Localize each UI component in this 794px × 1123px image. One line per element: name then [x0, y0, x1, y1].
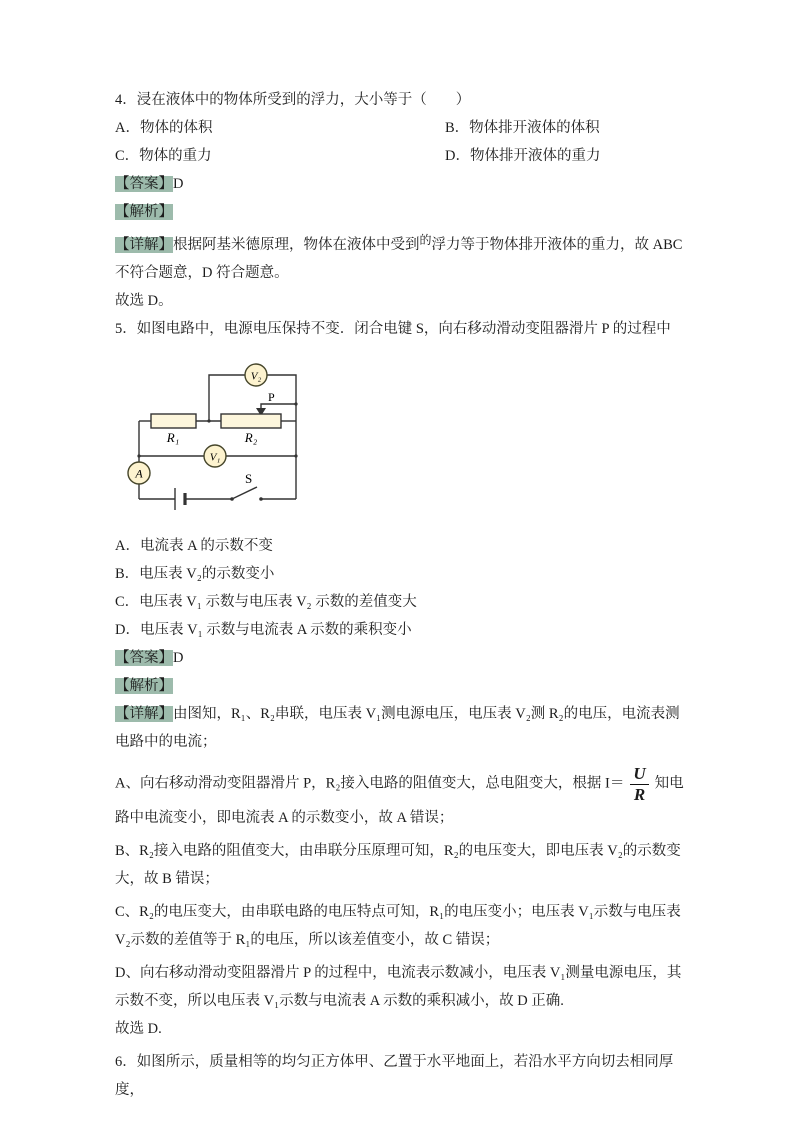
q4-detail-label: 【详解】: [115, 237, 173, 253]
q5-explanation-a: [115, 764, 684, 832]
junction-dot: [294, 402, 297, 405]
q5-option-c: C．电压表 V₁ 示数与电压表 V₂ 示数的差值变大: [115, 594, 417, 610]
resistor-r1: [151, 414, 196, 428]
q4-option-a: A．物体的体积: [115, 120, 213, 136]
ammeter-a-label: A: [135, 466, 143, 481]
fraction-denominator: R: [633, 784, 646, 804]
q4-answer-line: [115, 170, 684, 198]
q4-detail-superscript: 的: [419, 233, 432, 247]
resistor-r1-label: R₁: [166, 430, 180, 445]
voltmeter-v2-label: V₂: [250, 370, 262, 383]
fraction-u-over-r: [630, 764, 648, 804]
voltmeter-v1-label: V₁: [209, 451, 221, 464]
switch-s-label: S: [245, 471, 253, 486]
q5-analysis-line: [115, 672, 684, 700]
q4-analysis-label: 【解析】: [115, 204, 173, 220]
q5-stem: 5．如图电路中，电源电压保持不变．闭合电键 S，向右移动滑动变阻器滑片 P 的过程中: [115, 321, 671, 337]
circuit-svg: [121, 352, 331, 522]
q5-answer-label: 【答案】: [115, 650, 173, 666]
q6-stem: 6．如图所示，质量相等的均匀正方体甲、乙置于水平地面上，若沿水平方向切去相同厚度，: [115, 1054, 674, 1099]
switch-contact: [230, 497, 234, 501]
fraction-numerator: U: [630, 764, 648, 785]
q5-explanation-b: B、R₂接入电路的阻值变大，由串联分压原理可知，R₂的电压变大，即电压表 V₂的示数变大，故 B 错误；: [115, 843, 681, 888]
q4-stem: 4．浸在液体中的物体所受到的浮力，大小等于（ ）: [115, 92, 471, 108]
q4-option-b: B．物体排开液体的体积: [445, 120, 600, 136]
q5-conclusion: 故选 D.: [115, 1021, 162, 1038]
circuit-diagram: [121, 352, 684, 527]
q5-option-d: D．电压表 V₁ 示数与电流表 A 示数的乘积变小: [115, 622, 412, 638]
q4-option-d: D．物体排开液体的重力: [445, 148, 601, 164]
resistor-r2-label: R₂: [244, 430, 258, 445]
q4-conclusion: 故选 D。: [115, 293, 173, 309]
slider-p-label: P: [268, 390, 275, 404]
q4-options: [115, 114, 684, 170]
q4-detail-paragraph: [115, 226, 684, 287]
switch-icon: [232, 487, 257, 499]
q5-option-b: B．电压表 V₂的示数变小: [115, 566, 275, 582]
q5-detail-label: 【详解】: [115, 706, 173, 722]
q5-explanation-a-text-2: 知电路中电流变小，即电流表 A 的示数变小，故 A 错误；: [115, 775, 684, 827]
q5-option-a: A．电流表 A 的示数不变: [115, 538, 273, 554]
q4-answer-label: 【答案】: [115, 176, 173, 192]
junction-dot: [294, 454, 297, 457]
q5-explanation-a-text: A、向右移动滑动变阻器滑片 P，R₂接入电路的阻值变大，总电阻变大，根据 I＝: [115, 775, 625, 792]
q5-explanation-c: C、R₂的电压变大，由串联电路的电压特点可知，R₁的电压变小；电压表 V₁示数与电压表 V₂示数的差值等于 R₁的电压，所以该差值变小，故 C 错误；: [115, 904, 681, 949]
q5-answer-value: D: [173, 650, 184, 666]
resistor-r2: [221, 414, 281, 428]
q5-analysis-label: 【解析】: [115, 678, 173, 694]
q5-detail-text: 由图知，R₁、R₂串联，电压表 V₁测电源电压，电压表 V₂测 R₂的电压，电流表测电路中的电流；: [115, 706, 680, 750]
q4-detail-text-2: 浮力等于物体排开液体的重力，故 ABC不符合题意，D 符合题意。: [115, 237, 683, 281]
junction-dot: [137, 454, 140, 457]
junction-dot: [207, 419, 210, 422]
q4-option-c: C．物体的重力: [115, 148, 212, 164]
q5-explanation-d: D、向右移动滑动变阻器滑片 P 的过程中，电流表示数减小，电压表 V₁测量电源电压，其示数不变，所以电压表 V₁示数与电流表 A 示数的乘积减小，故 D 正确.: [115, 965, 682, 1010]
q5-detail-paragraph: [115, 700, 684, 756]
q4-analysis-line: [115, 198, 684, 226]
q4-detail-text: 根据阿基米德原理，物体在液体中受到: [173, 237, 420, 253]
q4-answer-value: D: [173, 176, 184, 192]
switch-contact: [259, 497, 263, 501]
q5-answer-line: [115, 644, 684, 672]
